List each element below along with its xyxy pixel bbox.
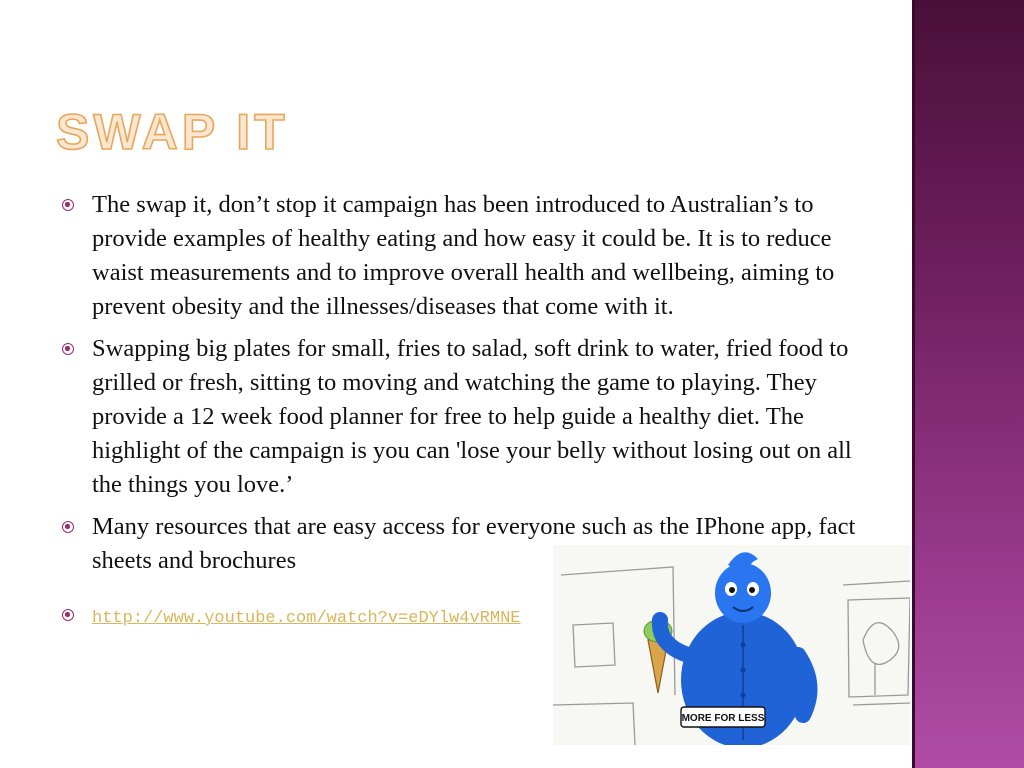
bullet-text: The swap it, don’t stop it campaign has been introduced to Australian’s to provide examples of healthy eating and how easy it could be. It is to reduce waist measurements and to improve overall health and wellbeing, aiming to prevent obesity and the illnesses/diseases that come with it. [92, 191, 835, 320]
more-for-less-badge [681, 707, 765, 727]
illustration-svg [553, 545, 910, 745]
bullet-item [62, 188, 862, 324]
bullet-text: Swapping big plates for small, fries to salad, soft drink to water, fried food to grilled or fresh, sitting to moving and watching the game to playing. They provide a 12 week food planner for free to help guide a healthy diet. The highlight of the campaign is you can 'lose your belly without losing out on all the things you love.’ [92, 335, 852, 498]
decorative-sidebar [912, 0, 1024, 768]
bullet-circle-icon [62, 343, 74, 355]
campaign-illustration [553, 545, 910, 745]
youtube-link[interactable]: http://www.youtube.com/watch?v=eDYlw4vRMNE [92, 609, 521, 628]
badge-text: MORE FOR LESS [681, 713, 765, 724]
bullet-item [62, 332, 862, 502]
sidebar-edge [912, 0, 915, 768]
bullet-circle-icon [62, 521, 74, 533]
bullet-circle-icon [62, 609, 74, 621]
bullet-text: Many resources that are easy access for everyone such as the IPhone app, fact sheets and brochures [92, 513, 856, 574]
bullet-circle-icon [62, 199, 74, 211]
slide-title: SWAP IT [56, 104, 289, 160]
